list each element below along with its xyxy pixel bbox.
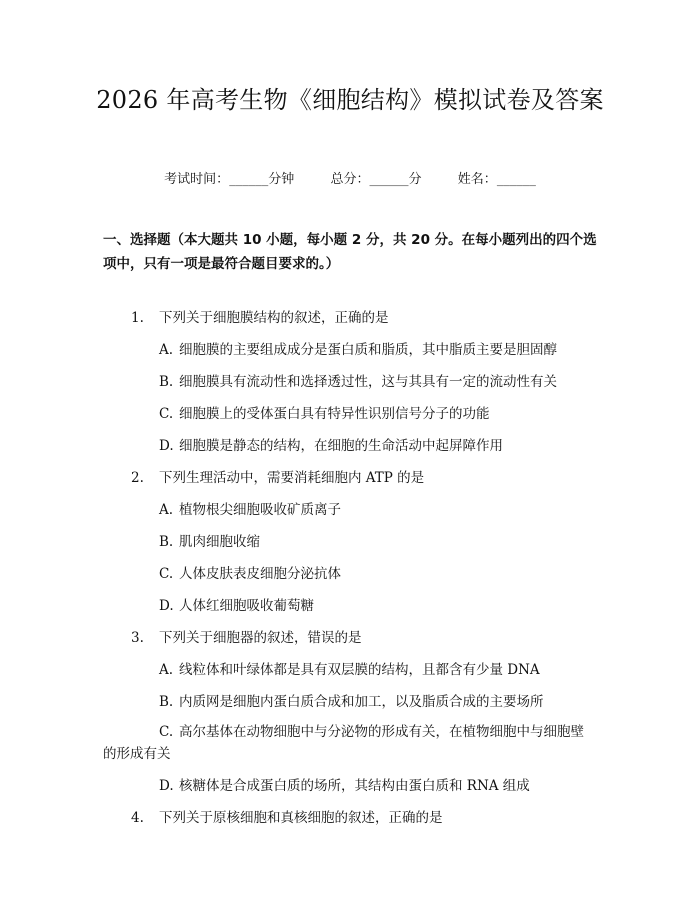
option-text: 细胞膜具有流动性和选择透过性，这与其具有一定的流动性有关 xyxy=(179,374,557,390)
option-letter: C. xyxy=(159,406,174,422)
section-heading xyxy=(103,228,603,276)
option-letter: D. xyxy=(159,778,174,794)
option-letter: B. xyxy=(159,694,174,710)
option-text: 线粒体和叶绿体都是具有双层膜的结构，且都含有少量 DNA xyxy=(179,662,540,678)
option-text: 肌肉细胞收缩 xyxy=(179,534,260,550)
option-letter: D. xyxy=(159,598,174,614)
option-3a xyxy=(159,658,540,682)
time-unit: 分钟 xyxy=(268,172,295,187)
option-1c xyxy=(159,402,490,426)
option-1a xyxy=(159,338,557,362)
option-2a xyxy=(159,498,341,522)
option-text: 植物根尖细胞吸收矿质离子 xyxy=(179,502,341,518)
question-text: 下列生理活动中，需要消耗细胞内 ATP 的是 xyxy=(159,470,425,486)
option-3d xyxy=(159,774,530,798)
question-number: 3. xyxy=(131,630,144,646)
option-3c-continuation: 的形成有关 xyxy=(103,746,171,762)
name-label: 姓名： xyxy=(457,172,497,187)
question-text: 下列关于细胞器的叙述，错误的是 xyxy=(159,630,362,646)
option-2b xyxy=(159,530,260,554)
option-letter: A. xyxy=(159,502,174,518)
option-letter: B. xyxy=(159,374,174,390)
option-text: 细胞膜是静态的结构，在细胞的生命活动中起屏障作用 xyxy=(179,438,503,454)
section-heading-line1: 一、选择题（本大题共 10 小题，每小题 2 分，共 20 分。在每小题列出的四个选 xyxy=(103,232,597,248)
question-number: 1. xyxy=(131,310,144,326)
question-number: 4. xyxy=(131,810,144,826)
option-text: 细胞膜上的受体蛋白具有特异性识别信号分子的功能 xyxy=(179,406,490,422)
option-1b xyxy=(159,370,557,394)
option-3b xyxy=(159,690,544,714)
question-text: 下列关于细胞膜结构的叙述，正确的是 xyxy=(159,310,389,326)
option-text: 细胞膜的主要组成成分是蛋白质和脂质，其中脂质主要是胆固醇 xyxy=(179,342,557,358)
time-blank: ______ xyxy=(229,172,269,187)
option-text: 高尔基体在动物细胞中与分泌物的形成有关，在植物细胞中与细胞壁 xyxy=(179,724,584,740)
question-2 xyxy=(131,466,424,490)
option-letter: C. xyxy=(159,566,174,582)
score-unit: 分 xyxy=(408,172,422,187)
option-text: 人体皮肤表皮细胞分泌抗体 xyxy=(179,566,341,582)
option-text: 核糖体是合成蛋白质的场所，其结构由蛋白质和 RNA 组成 xyxy=(179,778,530,794)
question-1 xyxy=(131,306,389,330)
option-1d xyxy=(159,434,503,458)
option-text: 人体红细胞吸收葡萄糖 xyxy=(179,598,314,614)
option-letter: B. xyxy=(159,534,174,550)
option-letter: C. xyxy=(159,724,174,740)
option-3c xyxy=(159,720,584,744)
option-letter: D. xyxy=(159,438,174,454)
option-text: 内质网是细胞内蛋白质合成和加工，以及脂质合成的主要场所 xyxy=(179,694,544,710)
name-blank: ______ xyxy=(496,172,536,187)
time-label: 考试时间： xyxy=(164,172,230,187)
exam-meta xyxy=(0,168,700,187)
score-blank: ______ xyxy=(369,172,409,187)
option-2c xyxy=(159,562,341,586)
page-title: 2026 年高考生物《细胞结构》模拟试卷及答案 xyxy=(96,86,604,114)
question-3 xyxy=(131,626,362,650)
section-heading-line2: 项中，只有一项是最符合题目要求的。） xyxy=(103,256,340,272)
score-label: 总分： xyxy=(330,172,370,187)
question-number: 2. xyxy=(131,470,144,486)
question-4 xyxy=(131,806,443,830)
option-letter: A. xyxy=(159,342,174,358)
option-2d xyxy=(159,594,314,618)
option-letter: A. xyxy=(159,662,174,678)
question-text: 下列关于原核细胞和真核细胞的叙述，正确的是 xyxy=(159,810,443,826)
